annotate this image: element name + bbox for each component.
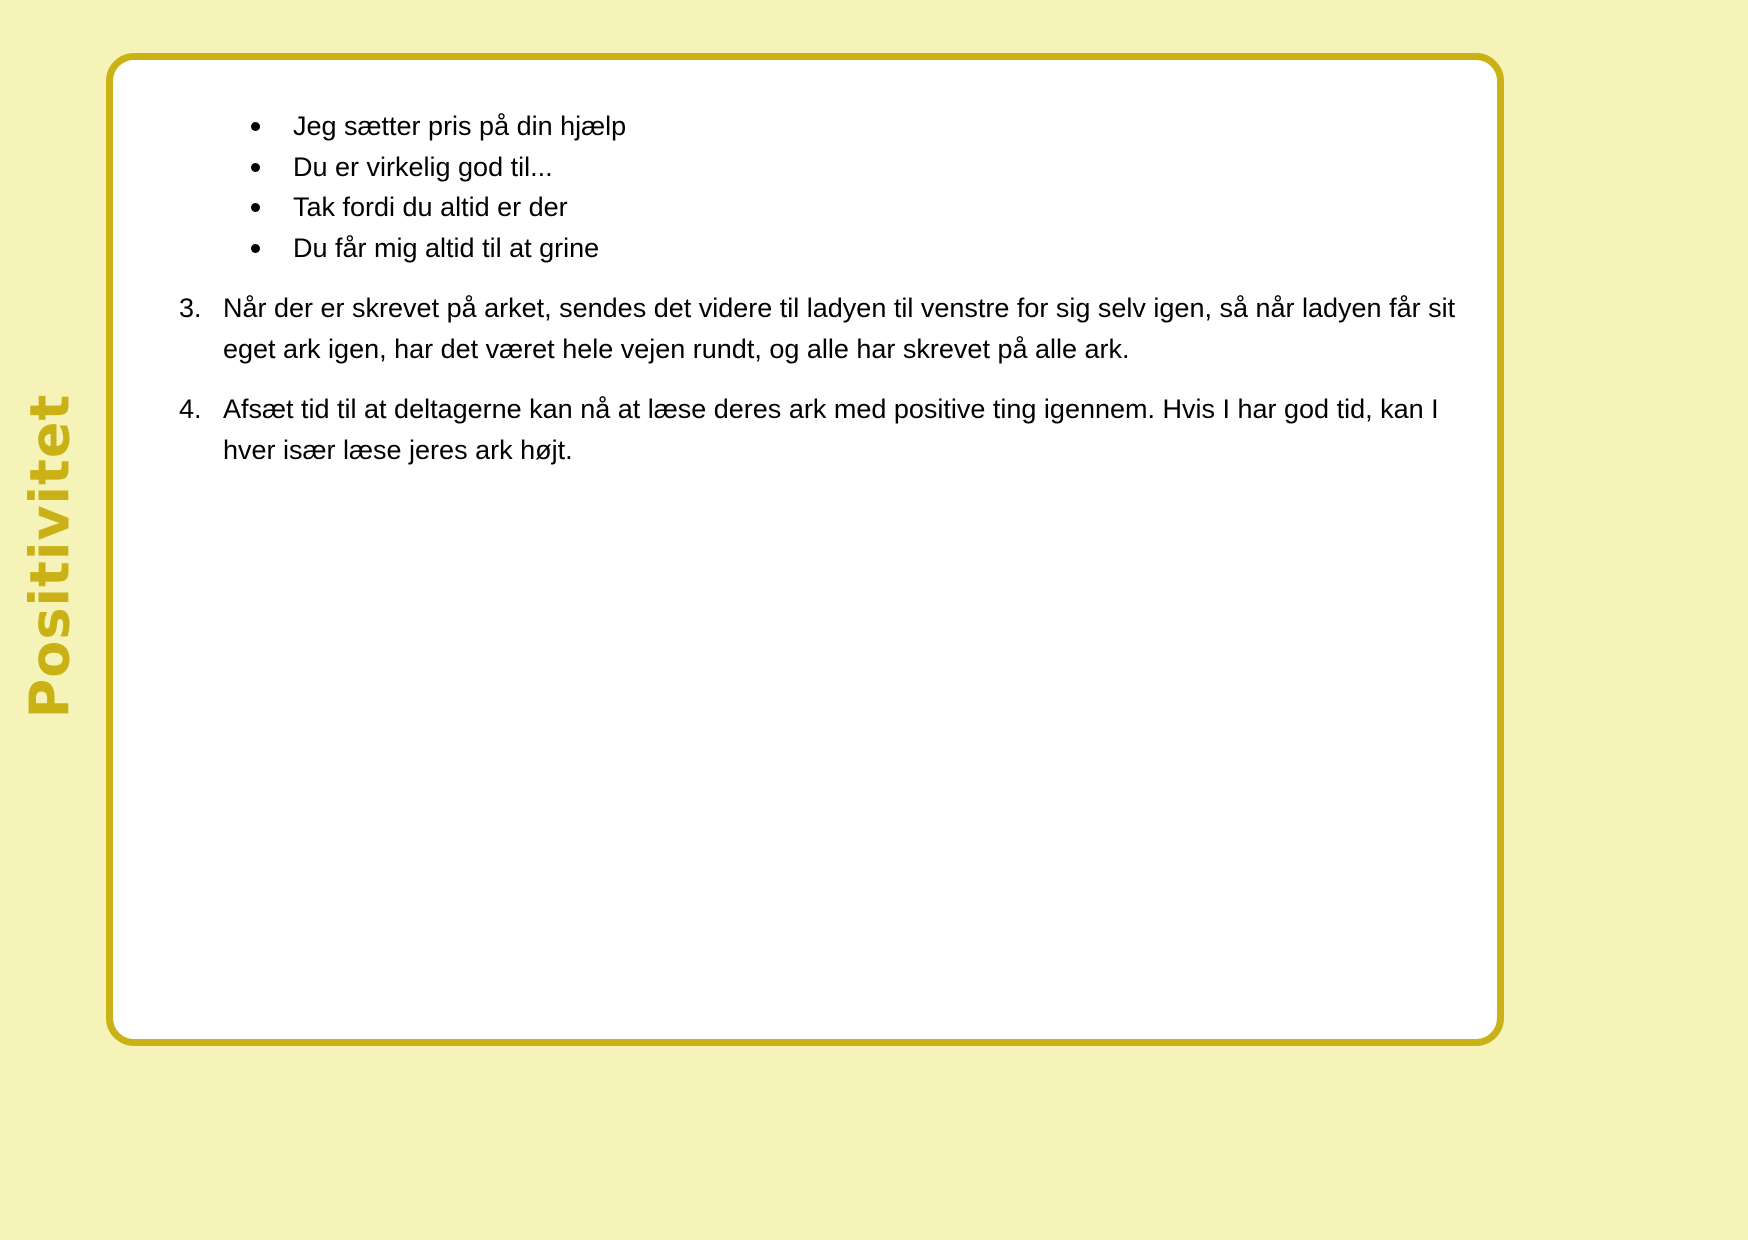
phrase-text: Tak fordi du altid er der	[293, 192, 568, 222]
bullet-icon	[251, 244, 260, 253]
content-card	[106, 53, 1504, 1046]
list-item	[251, 147, 951, 188]
bullet-icon	[251, 163, 260, 172]
step-text: Når der er skrevet på arket, sendes det videre til ladyen til venstre for sig selv igen, så når ladyen får sit eget ark igen, har det været hele vejen rundt, og alle har skrevet på alle ark.	[223, 293, 1456, 364]
step-item	[179, 288, 1459, 369]
list-item	[251, 106, 951, 147]
list-item	[251, 228, 951, 269]
instruction-steps	[179, 288, 1459, 490]
step-text: Afsæt tid til at deltagerne kan nå at læse deres ark med positive ting igennem. Hvis I har god tid, kan I hver især læse jeres ark højt.	[223, 394, 1439, 465]
phrase-text: Du er virkelig god til...	[293, 151, 553, 182]
bullet-icon	[251, 122, 260, 131]
step-item	[179, 389, 1459, 470]
step-number: 3.	[179, 293, 202, 323]
side-title: Positivitet	[18, 393, 82, 719]
step-number: 4.	[179, 394, 202, 424]
bullet-icon	[251, 203, 260, 212]
phrase-text: Jeg sætter pris på din hjælp	[293, 111, 627, 141]
list-item	[251, 187, 951, 228]
phrase-text: Du får mig altid til at grine	[293, 232, 600, 263]
phrase-list	[251, 106, 951, 268]
